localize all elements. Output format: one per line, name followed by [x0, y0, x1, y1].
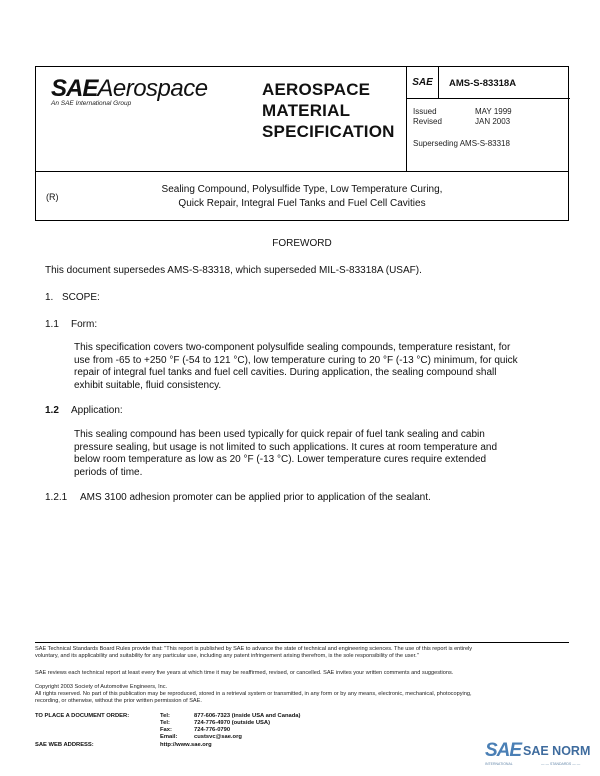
logo-wordmark: SAEAerospace	[51, 75, 208, 102]
issued-row: Issued MAY 1999	[413, 107, 512, 116]
order-label: TO PLACE A DOCUMENT ORDER:	[35, 713, 130, 719]
rights-notice: All rights reserved. No part of this publication may be reproduced, stored in a retrieval system or transmitted, in any form or by any means, electronic, mechanical, photocopying, recording, or otherwise, without the prior written permission of SAE.	[35, 691, 472, 704]
watermark-sub-right: — — STANDARDS — —	[541, 762, 581, 766]
web-label: SAE WEB ADDRESS:	[35, 742, 94, 748]
document-title-box	[35, 171, 569, 221]
section-1-1-number: 1.1	[45, 319, 59, 330]
fax-value: 724-776-0790	[194, 727, 231, 733]
tel-value: 877-606-7323 (inside USA and Canada)	[194, 713, 301, 719]
revision-mark: (R)	[46, 192, 59, 202]
sae-aerospace-logo	[36, 67, 256, 171]
watermark-logo: SAE	[485, 740, 522, 761]
document-title: Sealing Compound, Polysulfide Type, Low Temperature Curing, Quick Repair, Integral Fuel Tanks and Fuel Cell Cavities	[161, 184, 443, 209]
logo-tagline: An SAE International Group	[51, 100, 132, 107]
review-notice: SAE reviews each technical report at least every five years at which time it may be reaffirmed, revised, or cancelled. SAE invites your written comments and suggestions.	[35, 670, 454, 676]
sae-norm-watermark	[485, 738, 597, 772]
email-label: Email:	[160, 734, 178, 740]
section-1-1-title: Form:	[71, 319, 98, 330]
superseding-note: Superseding AMS-S-83318	[413, 139, 510, 148]
email-link[interactable]: custsvc@sae.org	[194, 734, 242, 740]
document-id-row	[407, 67, 570, 99]
watermark-text: SAE NORM	[523, 744, 591, 758]
section-1-2-1-text: AMS 3100 adhesion promoter can be applied prior to application of the sealant.	[80, 492, 431, 503]
section-1-1-paragraph: This specification covers two-component polysulfide sealing compounds, temperature resistant, for use from -65 to +250 °F (-54 to 121 °C), low temperature curing to 20 °F (-13 °C) minimum, for quick repair of integral fuel tanks and fuel cell cavities. During application, the sealing compound shall exhibit suitable, fluid consistency.	[74, 342, 518, 391]
revised-date: JAN 2003	[475, 117, 511, 126]
watermark-sub-left: INTERNATIONAL	[485, 762, 513, 766]
section-1-2-1-number: 1.2.1	[45, 492, 68, 503]
tel2-value: 724-776-4970 (outside USA)	[194, 720, 271, 726]
web-link[interactable]: http://www.sae.org	[160, 742, 212, 748]
section-1-number: 1.	[45, 292, 54, 303]
board-rules-notice: SAE Technical Standards Board Rules provide that: "This report is published by SAE to advance the state of technical and engineering sciences. The use of this report is entirely voluntary, and its applicability and suitability for any particular use, including any patent infringement arising therefrom, is the sole responsibility of the user."	[35, 646, 473, 659]
section-1-2-title: Application:	[71, 405, 123, 416]
document-type-title: AEROSPACE MATERIAL SPECIFICATION	[262, 80, 395, 141]
fax-label: Fax:	[160, 727, 172, 733]
tel2-label: Tel:	[160, 720, 170, 726]
document-id: AMS-S-83318A	[449, 78, 517, 89]
issued-date: MAY 1999	[475, 107, 512, 116]
footer-divider	[35, 642, 569, 643]
section-1-2-paragraph: This sealing compound has been used typically for quick repair of fuel tank sealing and cabin pressure sealing, but usage is not limited to such applications. It cures at room temperature and below room temperature as low as 20 °F (-13 °C). Lower temperature cures require extended periods of time.	[74, 429, 498, 478]
revised-row: Revised JAN 2003	[413, 117, 511, 126]
foreword-heading: FOREWORD	[272, 238, 332, 249]
copyright-notice: Copyright 2003 Society of Automotive Engineers, Inc.	[35, 684, 168, 690]
section-1-2-number: 1.2	[45, 405, 59, 416]
foreword-text: This document supersedes AMS-S-83318, which superseded MIL-S-83318A (USAF).	[45, 265, 422, 276]
document-meta-column	[406, 67, 569, 171]
sae-mini-logo: SAE	[407, 67, 439, 99]
header-box	[35, 66, 569, 172]
section-1-title: SCOPE:	[62, 292, 100, 303]
tel-label: Tel:	[160, 713, 170, 719]
